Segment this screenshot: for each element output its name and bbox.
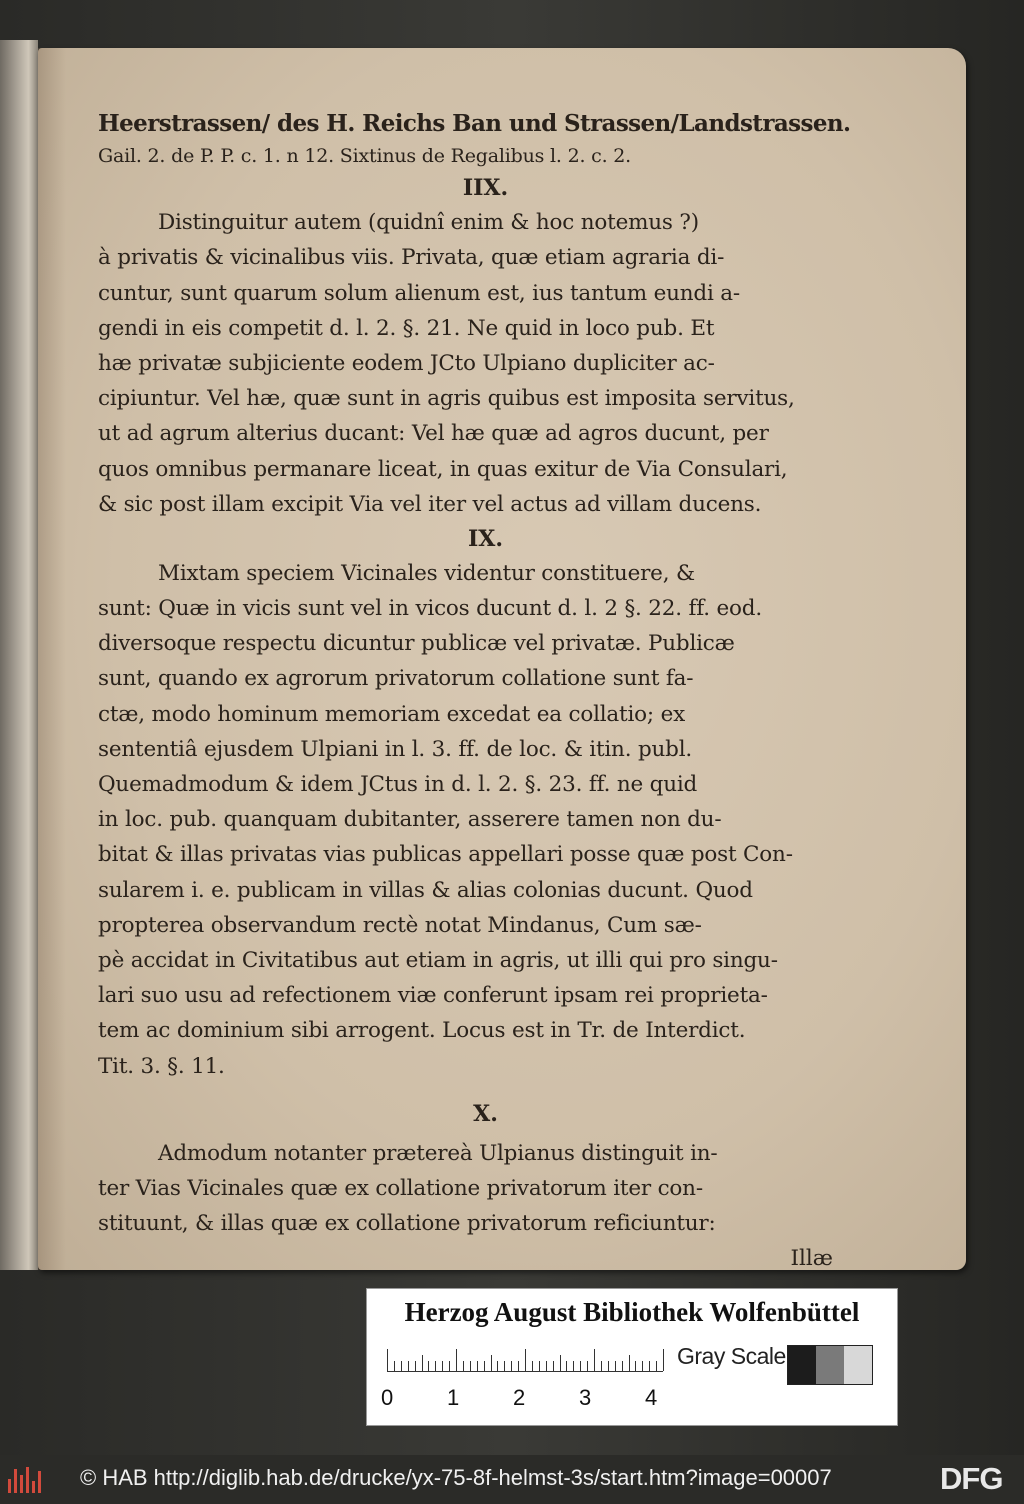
gray-swatch (788, 1346, 816, 1384)
ruler-tick (504, 1361, 505, 1371)
text-line: gendi in eis competit d. l. 2. §. 21. Ne quid in loco pub. Et (98, 315, 715, 341)
header-line: Heerstrassen/ des H. Reichs Ban und Strassen/Landstrassen. (98, 110, 851, 137)
ruler-number: 1 (447, 1385, 460, 1410)
ruler-tick (539, 1361, 540, 1371)
ruler-number: 3 (579, 1385, 592, 1410)
ruler-number: 0 (381, 1385, 394, 1410)
ruler-number: 4 (645, 1385, 658, 1410)
text-line: cuntur, sunt quarum solum alienum est, ius tantum eundi a- (98, 280, 740, 306)
color-target-card (366, 1288, 898, 1426)
ruler-tick (573, 1361, 574, 1371)
text-line: Tit. 3. §. 11. (98, 1053, 225, 1079)
ruler-tick (635, 1361, 636, 1371)
ruler-tick (387, 1349, 388, 1371)
text-line: quos omnibus permanare liceat, in quas exitur de Via Consulari, (98, 456, 788, 482)
ruler-tick (470, 1361, 471, 1371)
library-name: Herzog August Bibliothek Wolfenbüttel (404, 1297, 860, 1327)
citation-line: Gail. 2. de P. P. c. 1. n 12. Sixtinus de Regalibus l. 2. c. 2. (98, 145, 631, 168)
ruler-tick (594, 1349, 595, 1371)
ruler-tick (415, 1361, 416, 1371)
ruler-tick (518, 1361, 519, 1371)
ruler-tick (491, 1355, 492, 1371)
gray-swatch (816, 1346, 844, 1384)
ruler-tick (484, 1361, 485, 1371)
ruler-tick (601, 1361, 602, 1371)
ruler-tick (615, 1361, 616, 1371)
text-line: propterea observandum rectè notat Mindanus, Cum sæ- (98, 912, 702, 938)
ruler-tick (408, 1361, 409, 1371)
text-line: ctæ, modo hominum memoriam excedat ea collatio; ex (98, 701, 686, 727)
ruler-tick (580, 1361, 581, 1371)
text-line: Admodum notanter prætereà Ulpianus distinguit in- (158, 1140, 718, 1166)
text-line: Mixtam speciem Vicinales videntur constituere, & (158, 560, 695, 586)
ruler-tick (622, 1361, 623, 1371)
text-line: sunt, quando ex agrorum privatorum collatione sunt fa- (98, 666, 694, 692)
text-line: sunt: Quæ in vicis sunt vel in vicos ducunt d. l. 2 §. 22. ff. eod. (98, 596, 762, 622)
text-line: & sic post illam excipit Via vel iter vel actus ad villam ducens. (98, 491, 762, 517)
ruler-tick (587, 1361, 588, 1371)
ruler-tick (553, 1361, 554, 1371)
ruler-tick (525, 1349, 526, 1371)
text-line: lari suo usu ad refectionem viæ conferunt ipsam rei proprieta- (98, 983, 768, 1009)
ruler-tick (566, 1361, 567, 1371)
text-line: pè accidat in Civitatibus aut etiam in agris, ut illi qui pro singu- (98, 947, 778, 973)
page-text (98, 106, 851, 1276)
text-line: Distinguitur autem (quidnî enim & hoc notemus ?) (158, 210, 699, 236)
ruler-tick (560, 1355, 561, 1371)
ruler-tick (663, 1349, 664, 1371)
ruler-tick (449, 1361, 450, 1371)
ruler-tick (642, 1361, 643, 1371)
ruler-tick (608, 1361, 609, 1371)
text-line: sententiâ ejusdem Ulpiani in l. 3. ff. de loc. & itin. publ. (98, 736, 693, 762)
ruler-tick (442, 1361, 443, 1371)
ruler-number: 2 (513, 1385, 526, 1410)
text-line: hæ privatæ subjiciente eodem JCto Ulpiano dupliciter ac- (98, 350, 715, 376)
ruler-tick (422, 1355, 423, 1371)
text-line: stituunt, & illas quæ ex collatione privatorum reficiuntur: (98, 1211, 716, 1237)
text-line: diversoque respectu dicuntur publicæ vel privatæ. Publicæ (98, 631, 735, 657)
ruler-numbers (381, 1385, 681, 1411)
ruler-tick (463, 1361, 464, 1371)
ruler-tick (649, 1361, 650, 1371)
book-page (38, 48, 966, 1270)
section-heading: X. (473, 1100, 498, 1127)
ruler-tick (546, 1361, 547, 1371)
dfg-logo: DFG (940, 1461, 1003, 1496)
text-line: in loc. pub. quanquam dubitanter, asserere tamen non du- (98, 807, 722, 833)
copyright-url[interactable]: © HAB http://diglib.hab.de/drucke/yx-75-8f-helmst-3s/start.htm?image=00007 (80, 1465, 832, 1490)
text-line: ut ad agrum alterius ducant: Vel hæ quæ ad agros ducunt, per (98, 421, 769, 447)
scale-ruler (387, 1347, 663, 1372)
ruler-tick (428, 1361, 429, 1371)
ruler-tick (477, 1361, 478, 1371)
ruler-tick (401, 1361, 402, 1371)
ruler-tick (532, 1361, 533, 1371)
text-line: Quemadmodum & idem JCtus in d. l. 2. §. 23. ff. ne quid (98, 772, 698, 797)
viewer-footer (0, 1455, 1024, 1504)
ruler-tick (394, 1361, 395, 1371)
gray-scale-swatches (787, 1345, 873, 1385)
text-line: tem ac dominium sibi arrogent. Locus est in Tr. de Interdict. (98, 1018, 746, 1044)
catchword: Illæ (790, 1246, 833, 1272)
ruler-tick (656, 1361, 657, 1371)
hab-logo-icon (8, 1465, 44, 1493)
gray-scale-label: Gray Scale (677, 1343, 786, 1369)
ruler-tick (497, 1361, 498, 1371)
text-line: ter Vias Vicinales quæ ex collatione privatorum iter con- (98, 1175, 703, 1201)
text-line: bitat & illas privatas vias publicas appellari posse quæ post Con- (98, 842, 793, 868)
section-heading: IIX. (462, 175, 509, 202)
text-line: à privatis & vicinalibus viis. Privata, quæ etiam agraria di- (98, 245, 725, 271)
previous-page-edge (0, 40, 38, 1270)
text-line: sularem i. e. publicam in villas & alias colonias ducunt. Quod (98, 877, 753, 903)
ruler-tick (456, 1349, 457, 1371)
ruler-tick (511, 1361, 512, 1371)
ruler-tick (435, 1361, 436, 1371)
ruler-tick (629, 1355, 630, 1371)
gray-swatch (844, 1346, 872, 1384)
section-heading: IX. (467, 525, 504, 552)
text-line: cipiuntur. Vel hæ, quæ sunt in agris quibus est imposita servitus, (98, 386, 795, 412)
